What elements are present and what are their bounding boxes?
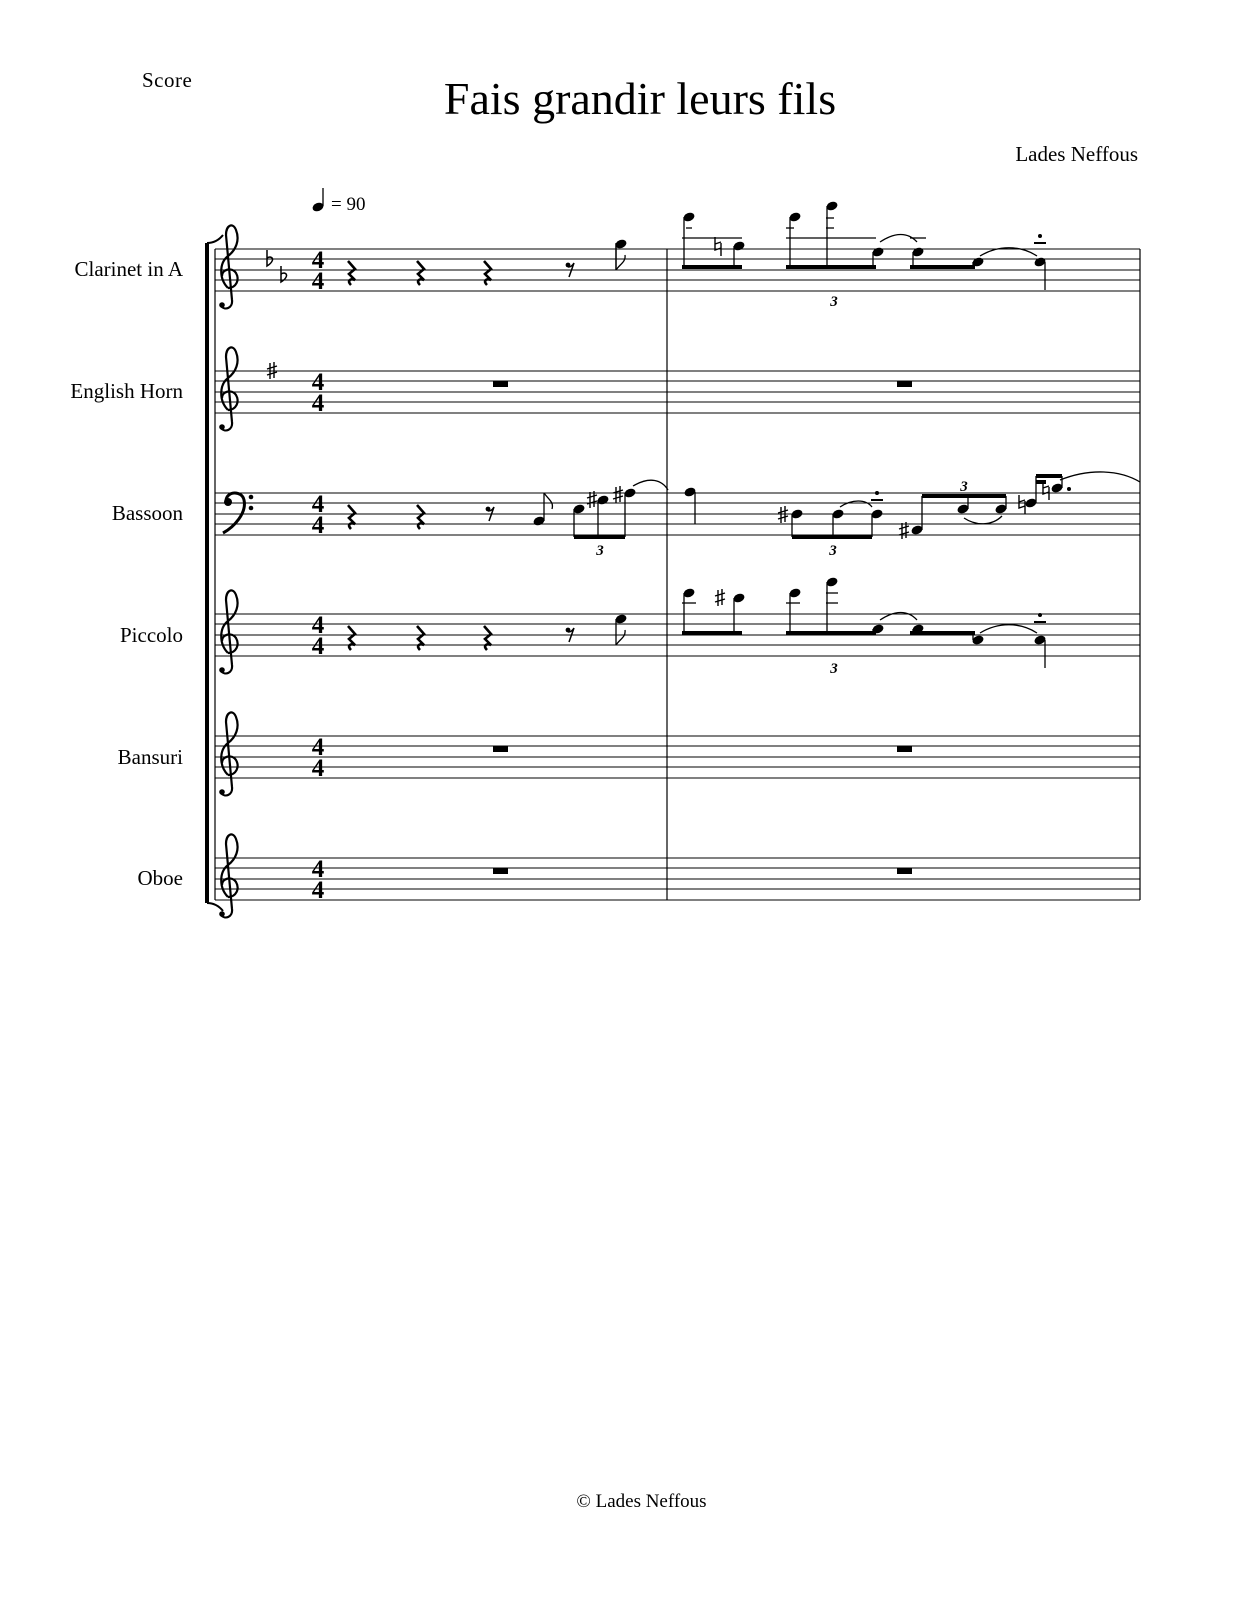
svg-text:4: 4 — [311, 633, 325, 660]
bassoon-measure-2 — [683, 472, 1140, 559]
whole-rest — [897, 868, 912, 874]
svg-text:3: 3 — [830, 294, 838, 310]
svg-text:4: 4 — [311, 491, 325, 518]
svg-text:3: 3 — [596, 543, 604, 559]
copyright-footer: © Lades Neffous — [576, 1491, 707, 1512]
treble-clef-piccolo — [219, 590, 237, 673]
whole-rest — [493, 746, 508, 752]
svg-text:4: 4 — [311, 512, 325, 539]
piccolo-measure-1 — [348, 613, 628, 650]
clarinet-measure-1 — [348, 238, 628, 285]
svg-text:4: 4 — [311, 856, 325, 883]
staff-bansuri — [215, 736, 1140, 778]
instrument-name-bassoon: Bassoon — [111, 501, 183, 525]
svg-text:4: 4 — [311, 369, 325, 396]
score-label: Score — [142, 68, 193, 92]
svg-text:4: 4 — [311, 268, 325, 295]
piccolo-measure-2-notes — [682, 576, 1046, 677]
page-title: Fais grandir leurs fils — [443, 73, 837, 124]
instrument-name-clarinet: Clarinet in A — [74, 257, 183, 281]
time-signatures — [312, 247, 325, 904]
instrument-name-oboe: Oboe — [137, 866, 183, 890]
svg-text:4: 4 — [311, 247, 325, 274]
svg-text:3: 3 — [960, 479, 968, 495]
bassoon-measure-1 — [348, 480, 668, 559]
barlines — [215, 249, 1140, 900]
instrument-name-english-horn: English Horn — [70, 379, 183, 403]
treble-clef-english-horn — [219, 347, 237, 430]
svg-text:3: 3 — [829, 543, 837, 559]
whole-rest — [493, 868, 508, 874]
treble-clef-bansuri — [219, 712, 237, 795]
piccolo-measure-2 — [682, 593, 975, 633]
tempo-marking — [311, 188, 365, 215]
svg-text:4: 4 — [311, 877, 325, 904]
key-signature-clarinet — [267, 250, 287, 282]
clarinet-measure-2 — [682, 218, 975, 267]
svg-text:= 90: = 90 — [331, 194, 366, 215]
treble-clef-clarinet — [219, 225, 237, 308]
instrument-name-piccolo: Piccolo — [120, 623, 183, 647]
svg-text:4: 4 — [311, 755, 325, 782]
treble-clef-oboe — [219, 834, 237, 917]
svg-text:4: 4 — [311, 734, 325, 761]
whole-rest — [493, 381, 508, 387]
clarinet-measure-2-notes — [682, 200, 1046, 310]
svg-text:3: 3 — [830, 661, 838, 677]
whole-rest — [897, 381, 912, 387]
bass-clef-bassoon — [223, 493, 253, 533]
instrument-name-bansuri: Bansuri — [117, 745, 183, 769]
system-bracket — [205, 235, 223, 911]
composer-name: Lades Neffous — [1015, 142, 1138, 166]
svg-text:4: 4 — [311, 390, 325, 417]
staff-oboe — [215, 858, 1140, 900]
svg-text:4: 4 — [311, 612, 325, 639]
staff-english-horn — [215, 371, 1140, 413]
whole-rest — [897, 746, 912, 752]
